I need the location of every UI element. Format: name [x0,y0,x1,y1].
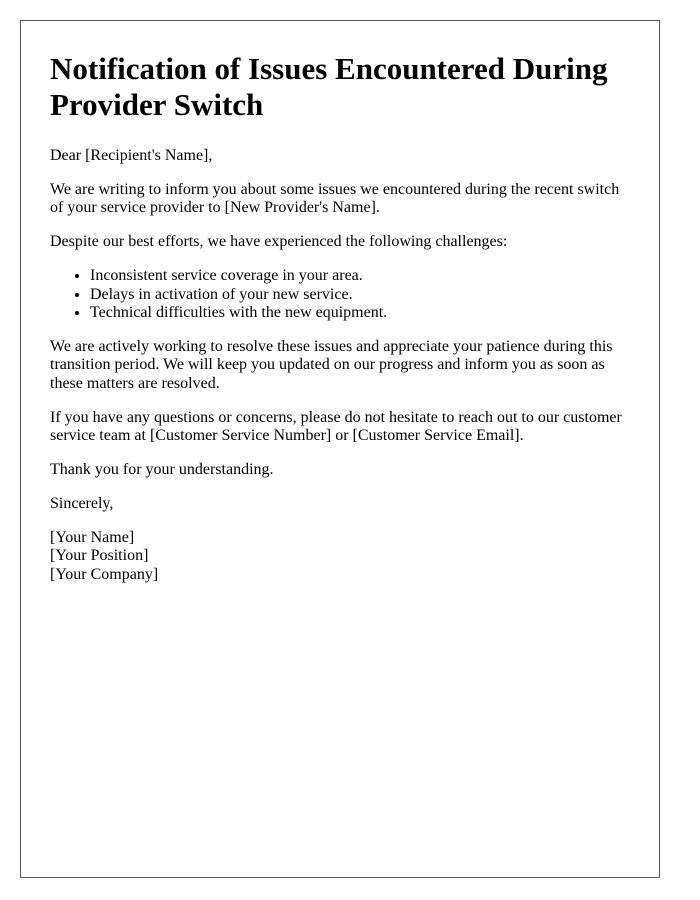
issue-item: • Inconsistent service coverage in your area. [90,267,630,285]
challenges-intro-paragraph: Despite our best efforts, we have experienced the following challenges: [50,233,508,251]
issue-item: • Technical difficulties with the new equipment. [90,304,630,322]
letter-title: Notification of Issues Encountered During Provider Switch [50,51,608,122]
resolution-paragraph: We are actively working to resolve these issues and appreciate your patience during this transition period. We will keep you updated on our progress and inform you as soon as these matters are resolved. [50,337,613,392]
signature-block [50,529,630,584]
intro-paragraph: We are writing to inform you about some issues we encountered during the recent switch of your service provider to [New Provider's Name]. [50,180,620,217]
letter-page [20,20,660,878]
closing: Sincerely, [50,494,114,512]
signature-position: [Your Position] [50,547,149,565]
contact-paragraph: If you have any questions or concerns, please do not hesitate to reach out to our customer service team at [Customer Service Number] or [Customer Service Email]. [50,408,622,444]
signature-company: [Your Company] [50,565,159,583]
thanks-paragraph: Thank you for your understanding. [50,460,274,478]
greeting: Dear [Recipient's Name], [50,147,213,164]
signature-name: [Your Name] [50,528,135,546]
issue-item: • Delays in activation of your new service. [90,286,630,304]
issues-list [50,267,630,322]
